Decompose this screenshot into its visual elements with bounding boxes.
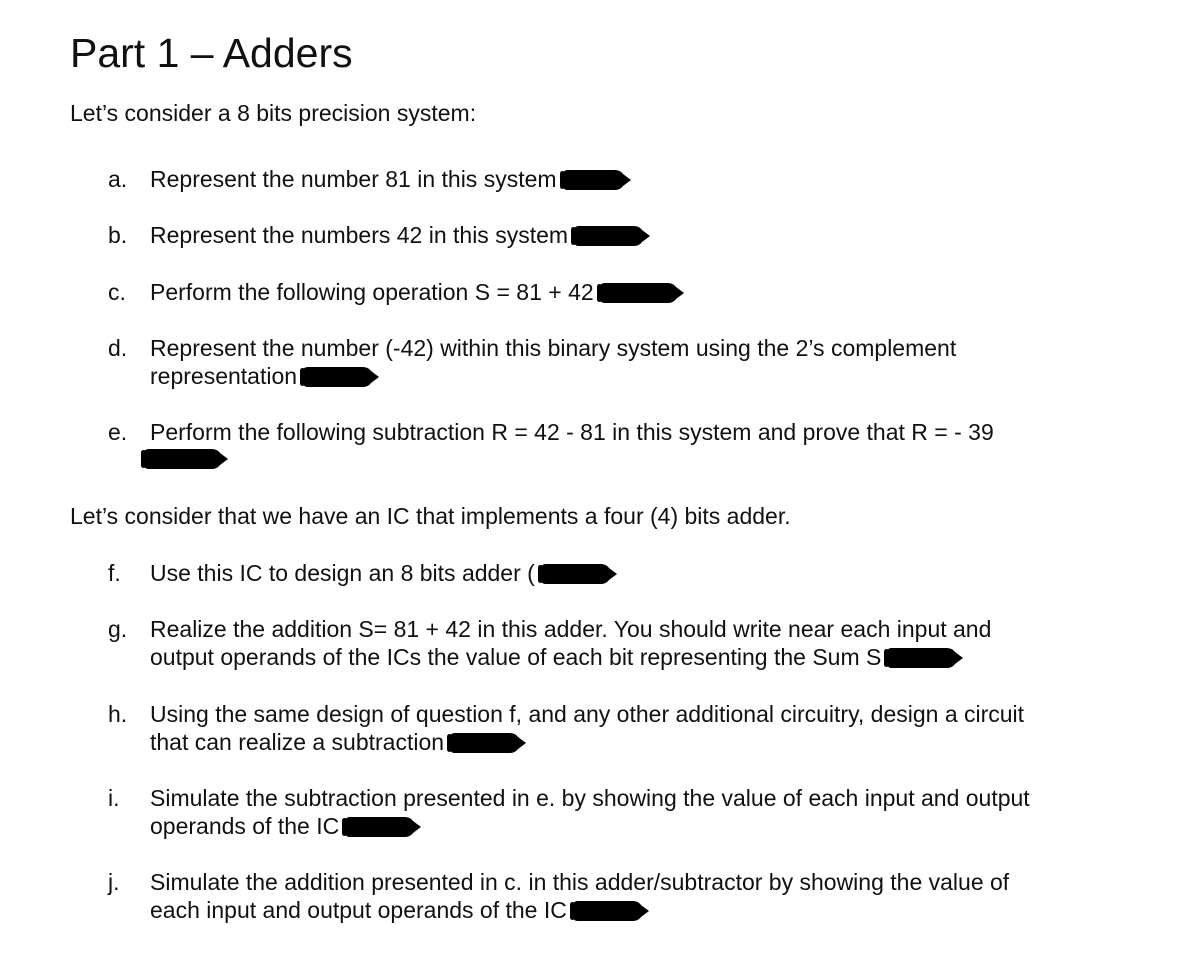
question-line-text: each input and output operands of the IC <box>150 897 567 923</box>
redaction-mark <box>541 564 611 584</box>
question-line <box>150 278 1110 306</box>
question-line-text: output operands of the ICs the value of each bit representing the Sum S <box>150 644 882 670</box>
question-line: Represent the number (-42) within this binary system using the 2’s complement <box>150 335 957 361</box>
question-line-text: operands of the IC <box>150 813 340 839</box>
question-line-text: Represent the numbers 42 in this system <box>150 222 569 248</box>
list-marker: c. <box>108 279 126 305</box>
list-marker: a. <box>108 166 128 192</box>
question-line: Simulate the subtraction presented in e. by showing the value of each input and output <box>150 785 1030 811</box>
redaction-mark <box>573 901 643 921</box>
list-marker: j. <box>108 869 120 895</box>
question-line <box>150 728 1110 756</box>
question-text <box>150 418 1110 469</box>
question-line-text: Represent the number 81 in this system <box>150 166 557 192</box>
question-text <box>150 334 1110 390</box>
question-line <box>150 559 1110 587</box>
list-marker: d. <box>108 335 128 361</box>
question-line: Perform the following subtraction R = 42 - 81 in this system and prove that R = - 39 <box>150 419 994 445</box>
intro-paragraph-precision: Let’s consider a 8 bits precision system: <box>70 100 477 126</box>
question-text <box>150 278 1110 306</box>
question-line: Using the same design of question f, and any other additional circuitry, design a circuit <box>150 701 1025 727</box>
list-marker: b. <box>108 222 128 248</box>
list-marker: i. <box>108 785 120 811</box>
question-line <box>150 896 1110 924</box>
question-text <box>150 615 1110 671</box>
redaction-mark <box>563 170 625 190</box>
redaction-mark <box>303 367 373 387</box>
redaction-mark <box>144 449 222 469</box>
list-marker: e. <box>108 419 128 445</box>
redaction-mark <box>600 283 678 303</box>
question-line: Simulate the addition presented in c. in this adder/subtractor by showing the value of <box>150 869 1010 895</box>
page-title: Part 1 – Adders <box>70 30 353 76</box>
intro-paragraph-ic: Let’s consider that we have an IC that implements a four (4) bits adder. <box>70 503 791 529</box>
question-text <box>150 221 1110 249</box>
question-line <box>150 362 1110 390</box>
question-text <box>150 559 1110 587</box>
redaction-mark <box>574 226 644 246</box>
list-marker: g. <box>108 616 128 642</box>
redaction-mark <box>345 817 415 837</box>
question-line <box>150 221 1110 249</box>
question-text <box>150 784 1110 840</box>
question-text <box>150 868 1110 924</box>
redaction-mark <box>450 733 520 753</box>
question-text <box>150 165 1110 193</box>
list-marker: h. <box>108 701 128 727</box>
question-line-text: representation <box>150 363 298 389</box>
list-marker: f. <box>108 560 121 586</box>
question-line: Realize the addition S= 81 + 42 in this adder. You should write near each input and <box>150 616 992 642</box>
question-line <box>150 643 1110 671</box>
question-line-text: that can realize a subtraction <box>150 729 445 755</box>
question-text <box>150 700 1110 756</box>
question-line <box>150 165 1110 193</box>
question-line-text: Use this IC to design an 8 bits adder ( <box>150 560 535 586</box>
question-line-text: Perform the following operation S = 81 + 42 <box>150 279 594 305</box>
redaction-mark <box>887 648 957 668</box>
question-line <box>150 812 1110 840</box>
